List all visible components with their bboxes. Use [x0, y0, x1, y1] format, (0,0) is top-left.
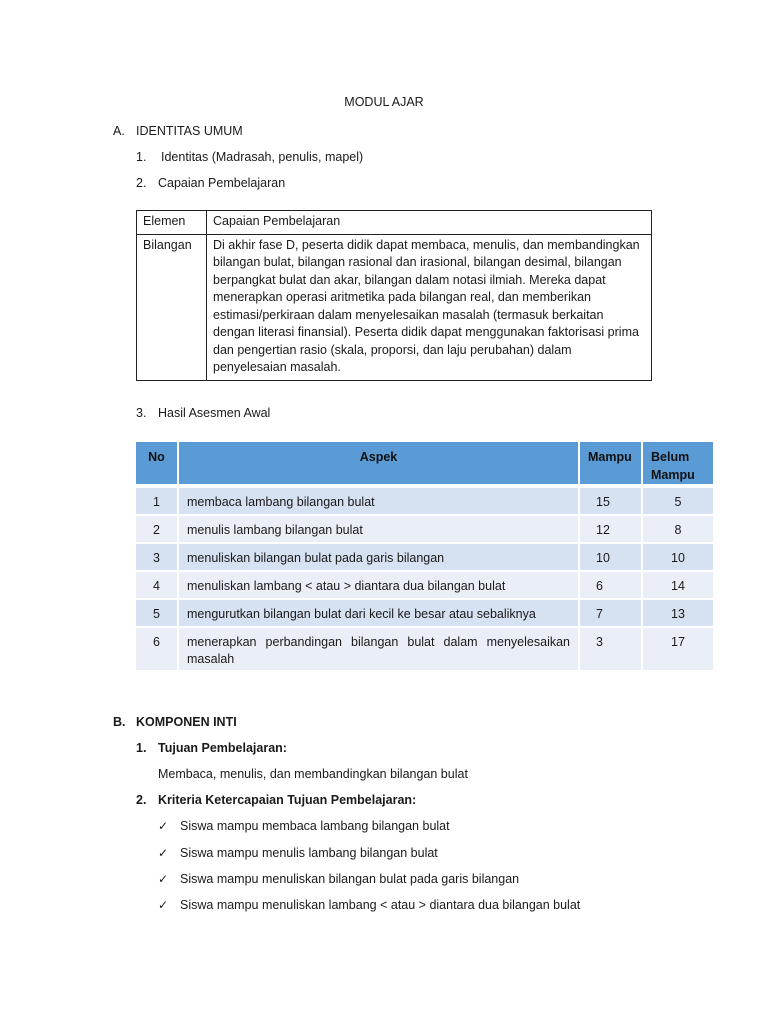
section-b-heading: KOMPONEN INTI [136, 715, 237, 729]
cell-mampu: 7 [580, 600, 643, 628]
header-belum-line2: Mampu [651, 468, 695, 482]
cell-mampu: 12 [580, 516, 643, 544]
cell-belum-mampu: 17 [643, 628, 713, 672]
header-mampu: Mampu [580, 442, 643, 486]
header-aspek: Aspek [179, 442, 580, 486]
kriteria-item: Siswa mampu menuliskan lambang < atau > diantara dua bilangan bulat [180, 898, 581, 912]
cell-belum-mampu: 8 [643, 516, 713, 544]
cell-aspek: mengurutkan bilangan bulat dari kecil ke besar atau sebaliknya [179, 600, 580, 628]
section-a-heading: IDENTITAS UMUM [136, 124, 243, 138]
table-header-row [136, 442, 713, 486]
cell-aspek: menuliskan lambang < atau > diantara dua bilangan bulat [179, 572, 580, 600]
capaian-line: menerapkan operasi aritmetika pada bilangan real, dan memberikan [213, 290, 591, 304]
capaian-line: penyelesaian masalah. [213, 360, 341, 374]
table-row [136, 628, 713, 672]
table-row [136, 516, 713, 544]
cell-aspek: menuliskan bilangan bulat pada garis bilangan [179, 544, 580, 572]
table-row [136, 600, 713, 628]
table-row [136, 572, 713, 600]
check-icon: ✓ [158, 872, 169, 886]
tujuan-heading: Tujuan Pembelajaran: [158, 741, 287, 755]
cell-belum-mampu: 14 [643, 572, 713, 600]
capaian-line: Di akhir fase D, peserta didik dapat membaca, menulis, dan membandingkan [213, 237, 640, 252]
header-elemen: Elemen [137, 211, 207, 235]
header-belum-mampu [643, 442, 713, 486]
section-b-marker: B. [113, 715, 126, 729]
item-3-number: 3. [136, 406, 147, 420]
cell-no: 4 [136, 572, 179, 600]
cell-capaian [207, 234, 652, 380]
capaian-line: bilangan bulat, bilangan rasional dan irasional, bilangan desimal, bilangan [213, 255, 622, 269]
table-row [136, 544, 713, 572]
cell-mampu: 3 [580, 628, 643, 672]
section-a-marker: A. [113, 124, 125, 138]
table-header-row [137, 211, 652, 235]
header-capaian: Capaian Pembelajaran [207, 211, 652, 235]
hasil-asesmen-table [136, 442, 713, 672]
kriteria-heading: Kriteria Ketercapaian Tujuan Pembelajaran: [158, 793, 417, 807]
item-1-number: 1. [136, 150, 147, 164]
capaian-line: dengan literasi finansial). Peserta didik dapat menggunakan faktorisasi prima [213, 325, 639, 339]
header-belum-line1: Belum [651, 450, 690, 464]
cell-no: 1 [136, 488, 179, 516]
kriteria-item: Siswa mampu membaca lambang bilangan bulat [180, 819, 450, 833]
cell-belum-mampu: 13 [643, 600, 713, 628]
tujuan-number: 1. [136, 741, 147, 755]
kriteria-item: Siswa mampu menulis lambang bilangan bulat [180, 846, 438, 860]
check-icon: ✓ [158, 846, 169, 860]
item-3-text: Hasil Asesmen Awal [158, 406, 271, 420]
tujuan-text: Membaca, menulis, dan membandingkan bilangan bulat [158, 767, 468, 781]
document-title: MODUL AJAR [344, 95, 424, 109]
cell-no: 6 [136, 628, 179, 672]
cell-belum-mampu: 5 [643, 488, 713, 516]
capaian-pembelajaran-table [136, 210, 652, 381]
item-2-number: 2. [136, 176, 147, 190]
cell-aspek: membaca lambang bilangan bulat [179, 488, 580, 516]
kriteria-item: Siswa mampu menuliskan bilangan bulat pada garis bilangan [180, 872, 520, 886]
cell-no: 3 [136, 544, 179, 572]
capaian-line: dan pengertian rasio (skala, proporsi, dan laju perubahan) dalam [213, 342, 572, 357]
table-row [136, 488, 713, 516]
cell-belum-mampu: 10 [643, 544, 713, 572]
header-no: No [136, 442, 179, 486]
capaian-line: estimasi/perkiraan dalam menyelesaikan masalah (termasuk berkaitan [213, 307, 604, 322]
cell-aspek: menulis lambang bilangan bulat [179, 516, 580, 544]
cell-elemen: Bilangan [137, 234, 207, 380]
capaian-line: berpangkat bulat dan akar, bilangan dalam notasi ilmiah. Mereka dapat [213, 272, 606, 287]
cell-mampu: 15 [580, 488, 643, 516]
item-1-text: Identitas (Madrasah, penulis, mapel) [161, 150, 364, 164]
cell-no: 2 [136, 516, 179, 544]
check-icon: ✓ [158, 819, 169, 833]
check-icon: ✓ [158, 898, 169, 912]
cell-mampu: 6 [580, 572, 643, 600]
cell-no: 5 [136, 600, 179, 628]
table-row [137, 234, 652, 380]
cell-mampu: 10 [580, 544, 643, 572]
item-2-text: Capaian Pembelajaran [158, 176, 286, 190]
kriteria-number: 2. [136, 793, 147, 807]
cell-aspek: menerapkan perbandingan bilangan bulat dalam menyelesaikan masalah [179, 628, 580, 672]
